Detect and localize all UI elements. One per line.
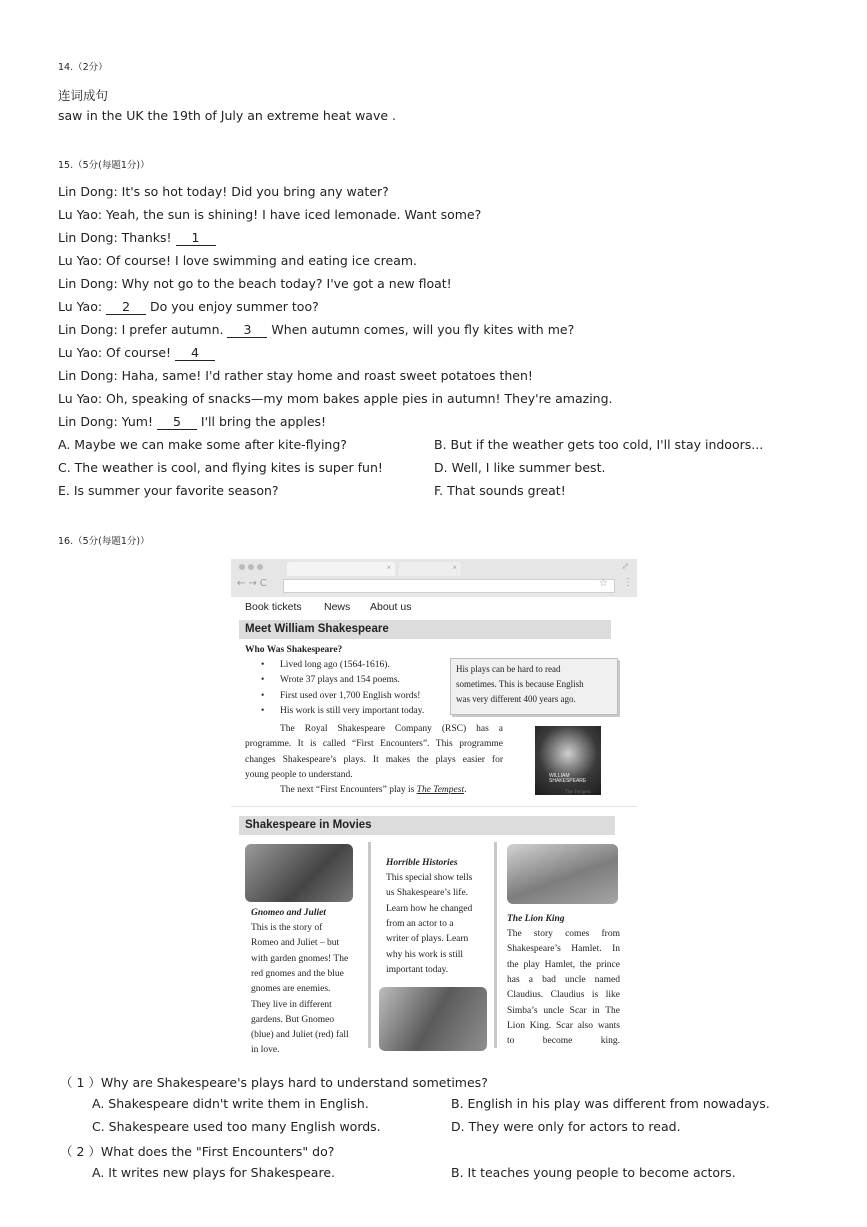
column-line: (blue) and Juliet (red) fall bbox=[251, 1030, 349, 1041]
star-icon: ☆ bbox=[599, 578, 608, 589]
browser-chrome bbox=[231, 559, 637, 597]
dialogue-line bbox=[58, 230, 216, 246]
column-line: Lion King. Scar also wants bbox=[507, 1020, 620, 1031]
column-line: They live in different bbox=[251, 999, 332, 1010]
window-dot-icon bbox=[257, 564, 263, 570]
next-play-line bbox=[280, 783, 466, 798]
browser-tab bbox=[399, 562, 461, 576]
dialogue-line bbox=[58, 184, 389, 199]
tab-close-icon: × bbox=[386, 563, 391, 572]
column-line: from an actor to a bbox=[386, 918, 454, 929]
q16-2-option-a: A. It writes new plays for Shakespeare. bbox=[92, 1165, 335, 1180]
option-e: E. Is summer your favorite season? bbox=[58, 483, 279, 498]
dialogue-text: Lu Yao: bbox=[58, 299, 107, 314]
column-line: in love. bbox=[251, 1045, 280, 1056]
dialogue-text: Lu Yao: Oh, speaking of snacks—my mom bakes apple pies in autumn! They're amazing. bbox=[58, 391, 613, 406]
next-play-title: The Tempest bbox=[416, 785, 465, 795]
col2-title: Horrible Histories bbox=[386, 858, 458, 868]
bullet-item: First used over 1,700 English words! bbox=[280, 690, 421, 701]
q16-1-option-d: D. They were only for actors to read. bbox=[451, 1119, 681, 1134]
column-line: writer of plays. Learn bbox=[386, 934, 469, 945]
rsc-line: The Royal Shakespeare Company (RSC) has a bbox=[280, 724, 503, 734]
answer-blank[interactable]: 3 bbox=[227, 322, 267, 338]
q16-1-option-a: A. Shakespeare didn't write them in English. bbox=[92, 1096, 369, 1111]
column-line: with garden gnomes! The bbox=[251, 953, 349, 964]
bullet-icon: • bbox=[261, 690, 265, 701]
question-14-prompt: 连词成句 bbox=[58, 88, 109, 103]
dialogue-line bbox=[58, 345, 215, 361]
q16-1-stem: （ 1 ）Why are Shakespeare's plays hard to understand sometimes? bbox=[60, 1075, 488, 1090]
gnomeo-photo bbox=[245, 844, 353, 902]
nav-book-tickets: Book tickets bbox=[245, 601, 302, 613]
dialogue-text: Lu Yao: Of course! I love swimming and eating ice cream. bbox=[58, 253, 418, 268]
column-line: gnomes are enemies. bbox=[251, 984, 331, 995]
window-dot-icon bbox=[239, 564, 245, 570]
next-play-suffix: . bbox=[464, 785, 467, 795]
answer-blank[interactable]: 4 bbox=[175, 345, 215, 361]
q16-2-option-b: B. It teaches young people to become actors. bbox=[451, 1165, 736, 1180]
column-divider bbox=[494, 842, 497, 1048]
option-d: D. Well, I like summer best. bbox=[434, 460, 606, 475]
column-line: Learn how he changed bbox=[386, 903, 473, 914]
answer-blank[interactable]: 2 bbox=[106, 299, 146, 315]
column-line: has a bad uncle named bbox=[507, 974, 620, 985]
shakespeare-webpage-figure bbox=[231, 559, 637, 1067]
col1-title: Gnomeo and Juliet bbox=[251, 908, 326, 918]
dialogue-line bbox=[58, 253, 417, 268]
tab-close-icon: × bbox=[452, 563, 457, 572]
note-line: His plays can be hard to read bbox=[456, 664, 561, 674]
nav-about-us: About us bbox=[370, 601, 412, 613]
nav-news: News bbox=[324, 601, 351, 613]
q16-2-stem: （ 2 ）What does the "First Encounters" do? bbox=[60, 1144, 335, 1159]
menu-icon: ⋮ bbox=[623, 577, 633, 588]
expand-icon: ⤢ bbox=[621, 561, 629, 571]
column-line: Romeo and Juliet – but bbox=[251, 938, 340, 949]
address-bar bbox=[283, 579, 615, 593]
dialogue-line bbox=[58, 322, 574, 338]
column-line: Shakespeare’s Hamlet. In bbox=[507, 944, 620, 955]
dialogue-text: Lin Dong: It's so hot today! Did you bring any water? bbox=[58, 184, 389, 199]
dialogue-text: Do you enjoy summer too? bbox=[146, 299, 319, 314]
nav-arrows-icon: ←→C bbox=[237, 578, 270, 589]
dialogue-line bbox=[58, 414, 326, 430]
window-dot-icon bbox=[248, 564, 254, 570]
dialogue-text: Lin Dong: Haha, same! I'd rather stay home and roast sweet potatoes then! bbox=[58, 368, 533, 383]
question-14-words: saw in the UK the 19th of July an extreme heat wave . bbox=[58, 108, 396, 123]
question-16-number: 16.（5分(每题1分)） bbox=[58, 536, 150, 547]
question-14-number: 14.（2分） bbox=[58, 62, 108, 73]
option-a: A. Maybe we can make some after kite-flying? bbox=[58, 437, 347, 452]
poster-text: WILLIAM SHAKESPEARE bbox=[549, 773, 587, 784]
next-play-prefix: The next “First Encounters” play is bbox=[280, 785, 417, 795]
dialogue-line bbox=[58, 207, 481, 222]
column-line: Claudius. Claudius is like bbox=[507, 990, 620, 1001]
heading-meet-shakespeare: Meet William Shakespeare bbox=[239, 620, 611, 639]
bullet-icon: • bbox=[261, 705, 265, 716]
dialogue-line bbox=[58, 276, 452, 291]
option-c: C. The weather is cool, and flying kites is super fun! bbox=[58, 460, 383, 475]
dialogue-text: When autumn comes, will you fly kites with me? bbox=[267, 322, 575, 337]
column-line: The story comes from bbox=[507, 929, 620, 939]
bullet-icon: • bbox=[261, 675, 265, 686]
note-line: sometimes. This is because English bbox=[456, 679, 584, 689]
column-line: gardens. But Gnomeo bbox=[251, 1014, 335, 1025]
dialogue-text: I'll bring the apples! bbox=[196, 414, 327, 429]
dialogue-text: Lin Dong: Why not go to the beach today? I've got a new float! bbox=[58, 276, 452, 291]
rsc-line: changes Shakespeare’s plays. It makes the plays easier for bbox=[245, 754, 503, 765]
dialogue-text: Lin Dong: Yum! bbox=[58, 414, 157, 429]
note-box bbox=[450, 658, 618, 715]
column-line: important today. bbox=[386, 964, 449, 975]
column-divider bbox=[368, 842, 371, 1048]
rsc-line: young people to understand. bbox=[245, 769, 353, 780]
bullet-item: His work is still very important today. bbox=[280, 705, 425, 716]
column-line: why his work is still bbox=[386, 949, 464, 960]
dialogue-text: Lu Yao: Of course! bbox=[58, 345, 176, 360]
poster-sub: The Tempest bbox=[565, 790, 591, 795]
lion-king-photo bbox=[507, 844, 618, 904]
tempest-poster bbox=[535, 726, 601, 795]
who-title: Who Was Shakespeare? bbox=[245, 645, 343, 655]
option-b: B. But if the weather gets too cold, I'll stay indoors... bbox=[434, 437, 764, 452]
horrible-histories-photo bbox=[379, 987, 487, 1051]
col3-title: The Lion King bbox=[507, 914, 565, 924]
column-line: This is the story of bbox=[251, 923, 323, 933]
bullet-item: Wrote 37 plays and 154 poems. bbox=[280, 675, 400, 686]
column-line: us Shakespeare’s life. bbox=[386, 888, 469, 899]
q16-1-option-c: C. Shakespeare used too many English words. bbox=[92, 1119, 381, 1134]
column-line: red gnomes and the blue bbox=[251, 968, 344, 979]
divider bbox=[231, 806, 637, 807]
answer-blank[interactable]: 5 bbox=[157, 414, 197, 430]
q16-1-option-b: B. English in his play was different from nowadays. bbox=[451, 1096, 770, 1111]
dialogue-text: Lin Dong: I prefer autumn. bbox=[58, 322, 228, 337]
column-line: Simba’s uncle Scar in The bbox=[507, 1005, 620, 1016]
dialogue-line bbox=[58, 368, 533, 383]
dialogue-line bbox=[58, 299, 319, 315]
heading-shakespeare-in-movies: Shakespeare in Movies bbox=[239, 816, 615, 835]
column-line: This special show tells bbox=[386, 873, 473, 883]
column-line: the play Hamlet, the prince bbox=[507, 959, 620, 970]
dialogue-text: Lu Yao: Yeah, the sun is shining! I have iced lemonade. Want some? bbox=[58, 207, 482, 222]
rsc-line: programme. It is called “First Encounters”. This programme bbox=[245, 739, 503, 750]
dialogue-line bbox=[58, 391, 613, 406]
question-15-number: 15.（5分(每题1分)） bbox=[58, 160, 150, 171]
note-line: was very different 400 years ago. bbox=[456, 694, 576, 704]
dialogue-text: Lin Dong: Thanks! bbox=[58, 230, 176, 245]
bullet-item: Lived long ago (1564-1616). bbox=[280, 660, 390, 670]
browser-tab bbox=[287, 562, 395, 576]
bullet-icon: • bbox=[261, 660, 265, 670]
column-line: to become king. bbox=[507, 1036, 620, 1047]
answer-blank[interactable]: 1 bbox=[176, 230, 216, 246]
option-f: F. That sounds great! bbox=[434, 483, 566, 498]
